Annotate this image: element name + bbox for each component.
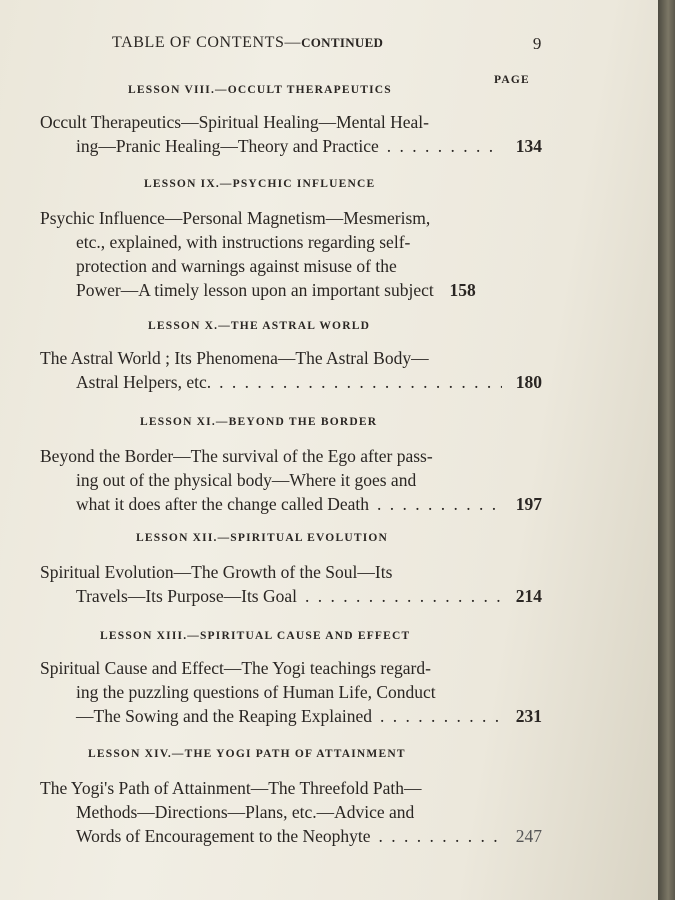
dot-leader [219,370,502,394]
running-head-continued: CONTINUED [301,35,384,50]
entry-last-line [40,370,542,394]
entry-line: ing out of the physical body—Where it goes and [76,470,417,490]
page-column-label: PAGE [494,74,530,86]
entry-line: The Yogi's Path of Attainment—The Threefold Path— [40,778,422,798]
entry-line: Beyond the Border—The survival of the Ego after pass- [40,446,433,466]
entry-line: Spiritual Evolution—The Growth of the Soul—Its [40,562,393,582]
entry-line: Occult Therapeutics—Spiritual Healing—Mental Heal- [40,112,429,132]
lesson-heading: LESSON XIII.—SPIRITUAL CAUSE AND EFFECT [100,630,411,642]
entry-line: Psychic Influence—Personal Magnetism—Mesmerism, [40,208,431,228]
page-number: 9 [532,34,542,53]
running-head [112,34,542,52]
lesson-heading: LESSON VIII.—OCCULT THERAPEUTICS [128,84,392,96]
entry-line: The Astral World ; Its Phenomena—The Astral Body— [40,348,429,368]
entry-last-line [40,824,542,848]
dot-leader [387,134,502,158]
entry-last-line [40,704,542,728]
entry-line: Travels—Its Purpose—Its Goal [76,586,298,606]
lesson-heading: LESSON XI.—BEYOND THE BORDER [140,416,378,428]
book-edge [658,0,675,900]
entry-page-number: 247 [515,826,542,846]
entry-last-line [40,134,542,158]
running-head-title: TABLE OF CONTENTS— [112,34,302,51]
entry-last-line [40,584,542,608]
entry-line: etc., explained, with instructions regarding self- [76,232,411,252]
entry-line: what it does after the change called Death [76,494,369,514]
entry-line: Astral Helpers, etc. [76,372,212,392]
entry-line: ing the puzzling questions of Human Life, Conduct [76,682,436,702]
lesson-heading: LESSON X.—THE ASTRAL WORLD [148,320,371,332]
entry-page-number: 180 [515,372,542,392]
entry-line: protection and warnings against misuse of the [76,256,397,276]
lesson-heading: LESSON IX.—PSYCHIC INFLUENCE [144,178,376,190]
toc-entry [40,444,542,516]
entry-line: —The Sowing and the Reaping Explained [76,706,372,726]
entry-line: Power—A timely lesson upon an important subject [76,280,434,300]
entry-line: ing—Pranic Healing—Theory and Practice [76,136,379,156]
toc-entry [40,656,542,728]
toc-entry [40,206,542,302]
entry-page-number: 134 [515,136,542,156]
toc-entry [40,110,542,158]
entry-page-number: 158 [449,280,476,300]
entry-page-number: 197 [515,494,542,514]
lesson-heading: LESSON XIV.—THE YOGI PATH OF ATTAINMENT [88,748,406,760]
entry-page-number: 231 [515,706,542,726]
entry-line: Methods—Directions—Plans, etc.—Advice and [76,802,415,822]
entry-last-line [40,492,542,516]
lesson-heading: LESSON XII.—SPIRITUAL EVOLUTION [136,532,389,544]
entry-page-number: 214 [515,586,542,606]
dot-leader [380,704,502,728]
dot-leader [379,824,502,848]
dot-leader [305,584,502,608]
entry-last-line [40,278,542,302]
toc-entry [40,346,542,394]
dot-leader [377,492,502,516]
toc-entry [40,776,542,848]
toc-entry [40,560,542,608]
entry-line: Spiritual Cause and Effect—The Yogi teachings regard- [40,658,431,678]
entry-line: Words of Encouragement to the Neophyte [76,826,371,846]
